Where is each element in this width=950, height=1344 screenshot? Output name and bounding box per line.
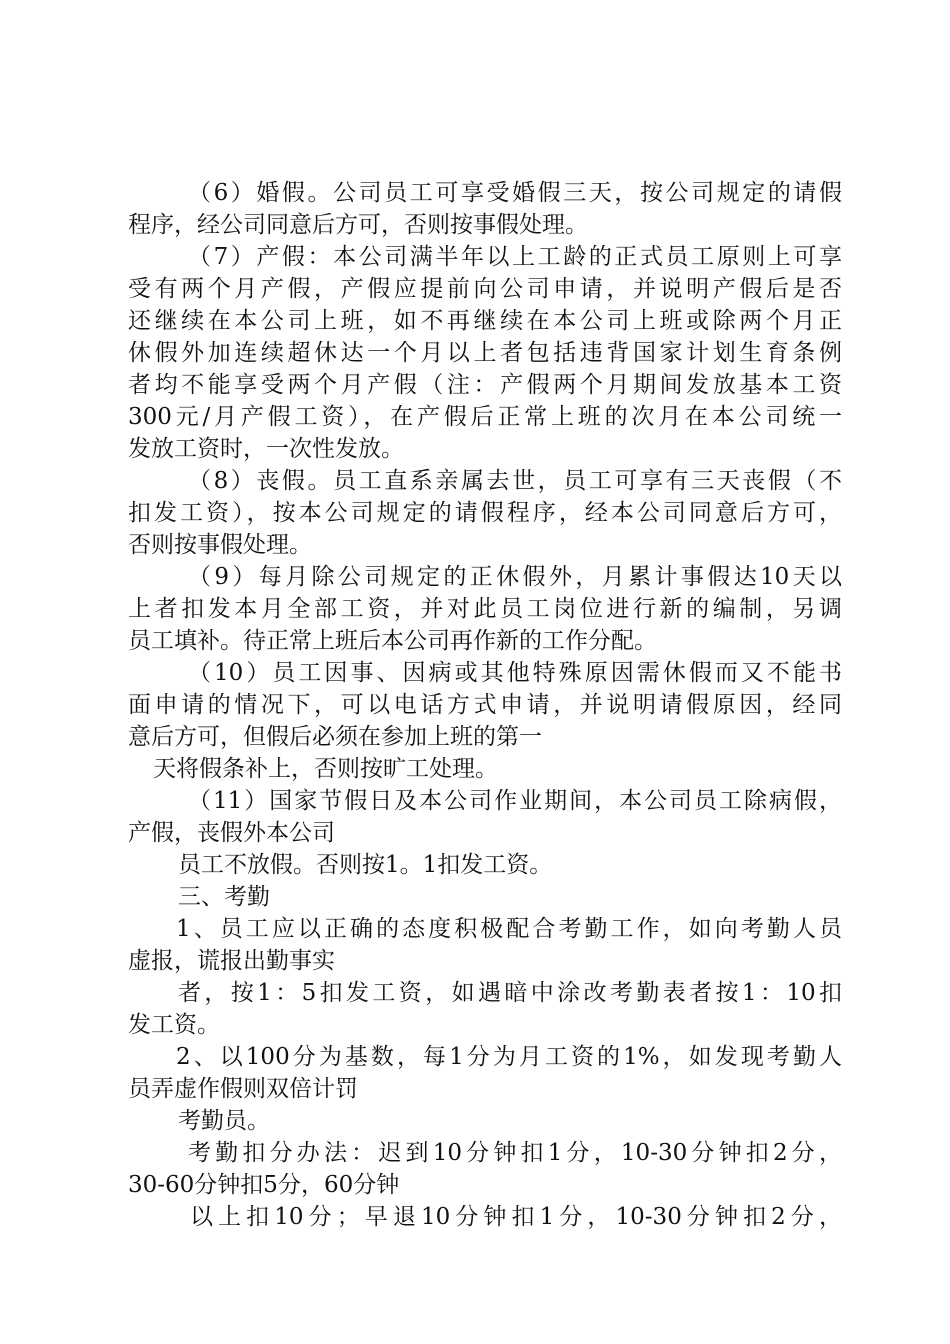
paragraph-line: 扣发工资），按本公司规定的请假程序，经本公司同意后方可， [128,500,842,526]
paragraph-line: （7）产假：本公司满半年以上工龄的正式员工原则上可享 [188,244,842,270]
paragraph-line: 考勤扣分办法：迟到10分钟扣1分，10-30分钟扣2分， [188,1140,842,1166]
paragraph-line: 程序，经公司同意后方可，否则按事假处理。 [128,212,588,238]
paragraph-line: 面申请的情况下，可以电话方式申请，并说明请假原因，经同 [128,692,842,718]
paragraph-line: 以上扣10分；早退10分钟扣1分，10-30分钟扣2分， [190,1204,842,1230]
paragraph-line: （9）每月除公司规定的正休假外，月累计事假达10天以 [188,564,842,590]
paragraph-line: 员弄虚作假则双倍计罚 [128,1076,358,1102]
paragraph-line: 员工不放假。否则按1。1扣发工资。 [178,852,553,878]
paragraph-line: 天将假条补上，否则按旷工处理。 [153,756,498,782]
paragraph-line: 否则按事假处理。 [128,532,312,558]
paragraph-line: 300元/月产假工资），在产假后正常上班的次月在本公司统一 [128,404,842,430]
paragraph-line: 发放工资时，一次性发放。 [128,436,404,462]
paragraph-line: 虚报，谎报出勤事实 [128,948,335,974]
paragraph-line: 产假，丧假外本公司 [128,820,335,846]
paragraph-line: 1、员工应以正确的态度积极配合考勤工作，如向考勤人员 [176,916,842,942]
paragraph-line: （10）员工因事、因病或其他特殊原因需休假而又不能书 [188,660,842,686]
paragraph-line: （8）丧假。员工直系亲属去世，员工可享有三天丧假（不 [188,468,842,494]
paragraph-line: 2、以100分为基数，每1分为月工资的1%，如发现考勤人 [176,1044,842,1070]
paragraph-line: 受有两个月产假，产假应提前向公司申请，并说明产假后是否 [128,276,842,302]
paragraph-line: 员工填补。待正常上班后本公司再作新的工作分配。 [128,628,657,654]
paragraph-line: 30-60分钟扣5分，60分钟 [128,1172,400,1198]
paragraph-line: 休假外加连续超休达一个月以上者包括违背国家计划生育条例 [128,340,842,366]
paragraph-line: 发工资。 [128,1012,220,1038]
paragraph-line: 者均不能享受两个月产假（注：产假两个月期间发放基本工资 [128,372,842,398]
paragraph-line: 意后方可，但假后必须在参加上班的第一 [128,724,542,750]
paragraph-line: （6）婚假。公司员工可享受婚假三天，按公司规定的请假 [188,180,842,206]
paragraph-line: 者，按1：5扣发工资，如遇暗中涂改考勤表者按1：10扣 [178,980,842,1006]
paragraph-line: 考勤员。 [178,1108,270,1134]
paragraph-line: （11）国家节假日及本公司作业期间，本公司员工除病假， [188,788,842,814]
paragraph-line: 上者扣发本月全部工资，并对此员工岗位进行新的编制，另调 [128,596,842,622]
paragraph-line: 还继续在本公司上班，如不再继续在本公司上班或除两个月正 [128,308,842,334]
section-heading: 三、考勤 [178,884,270,910]
